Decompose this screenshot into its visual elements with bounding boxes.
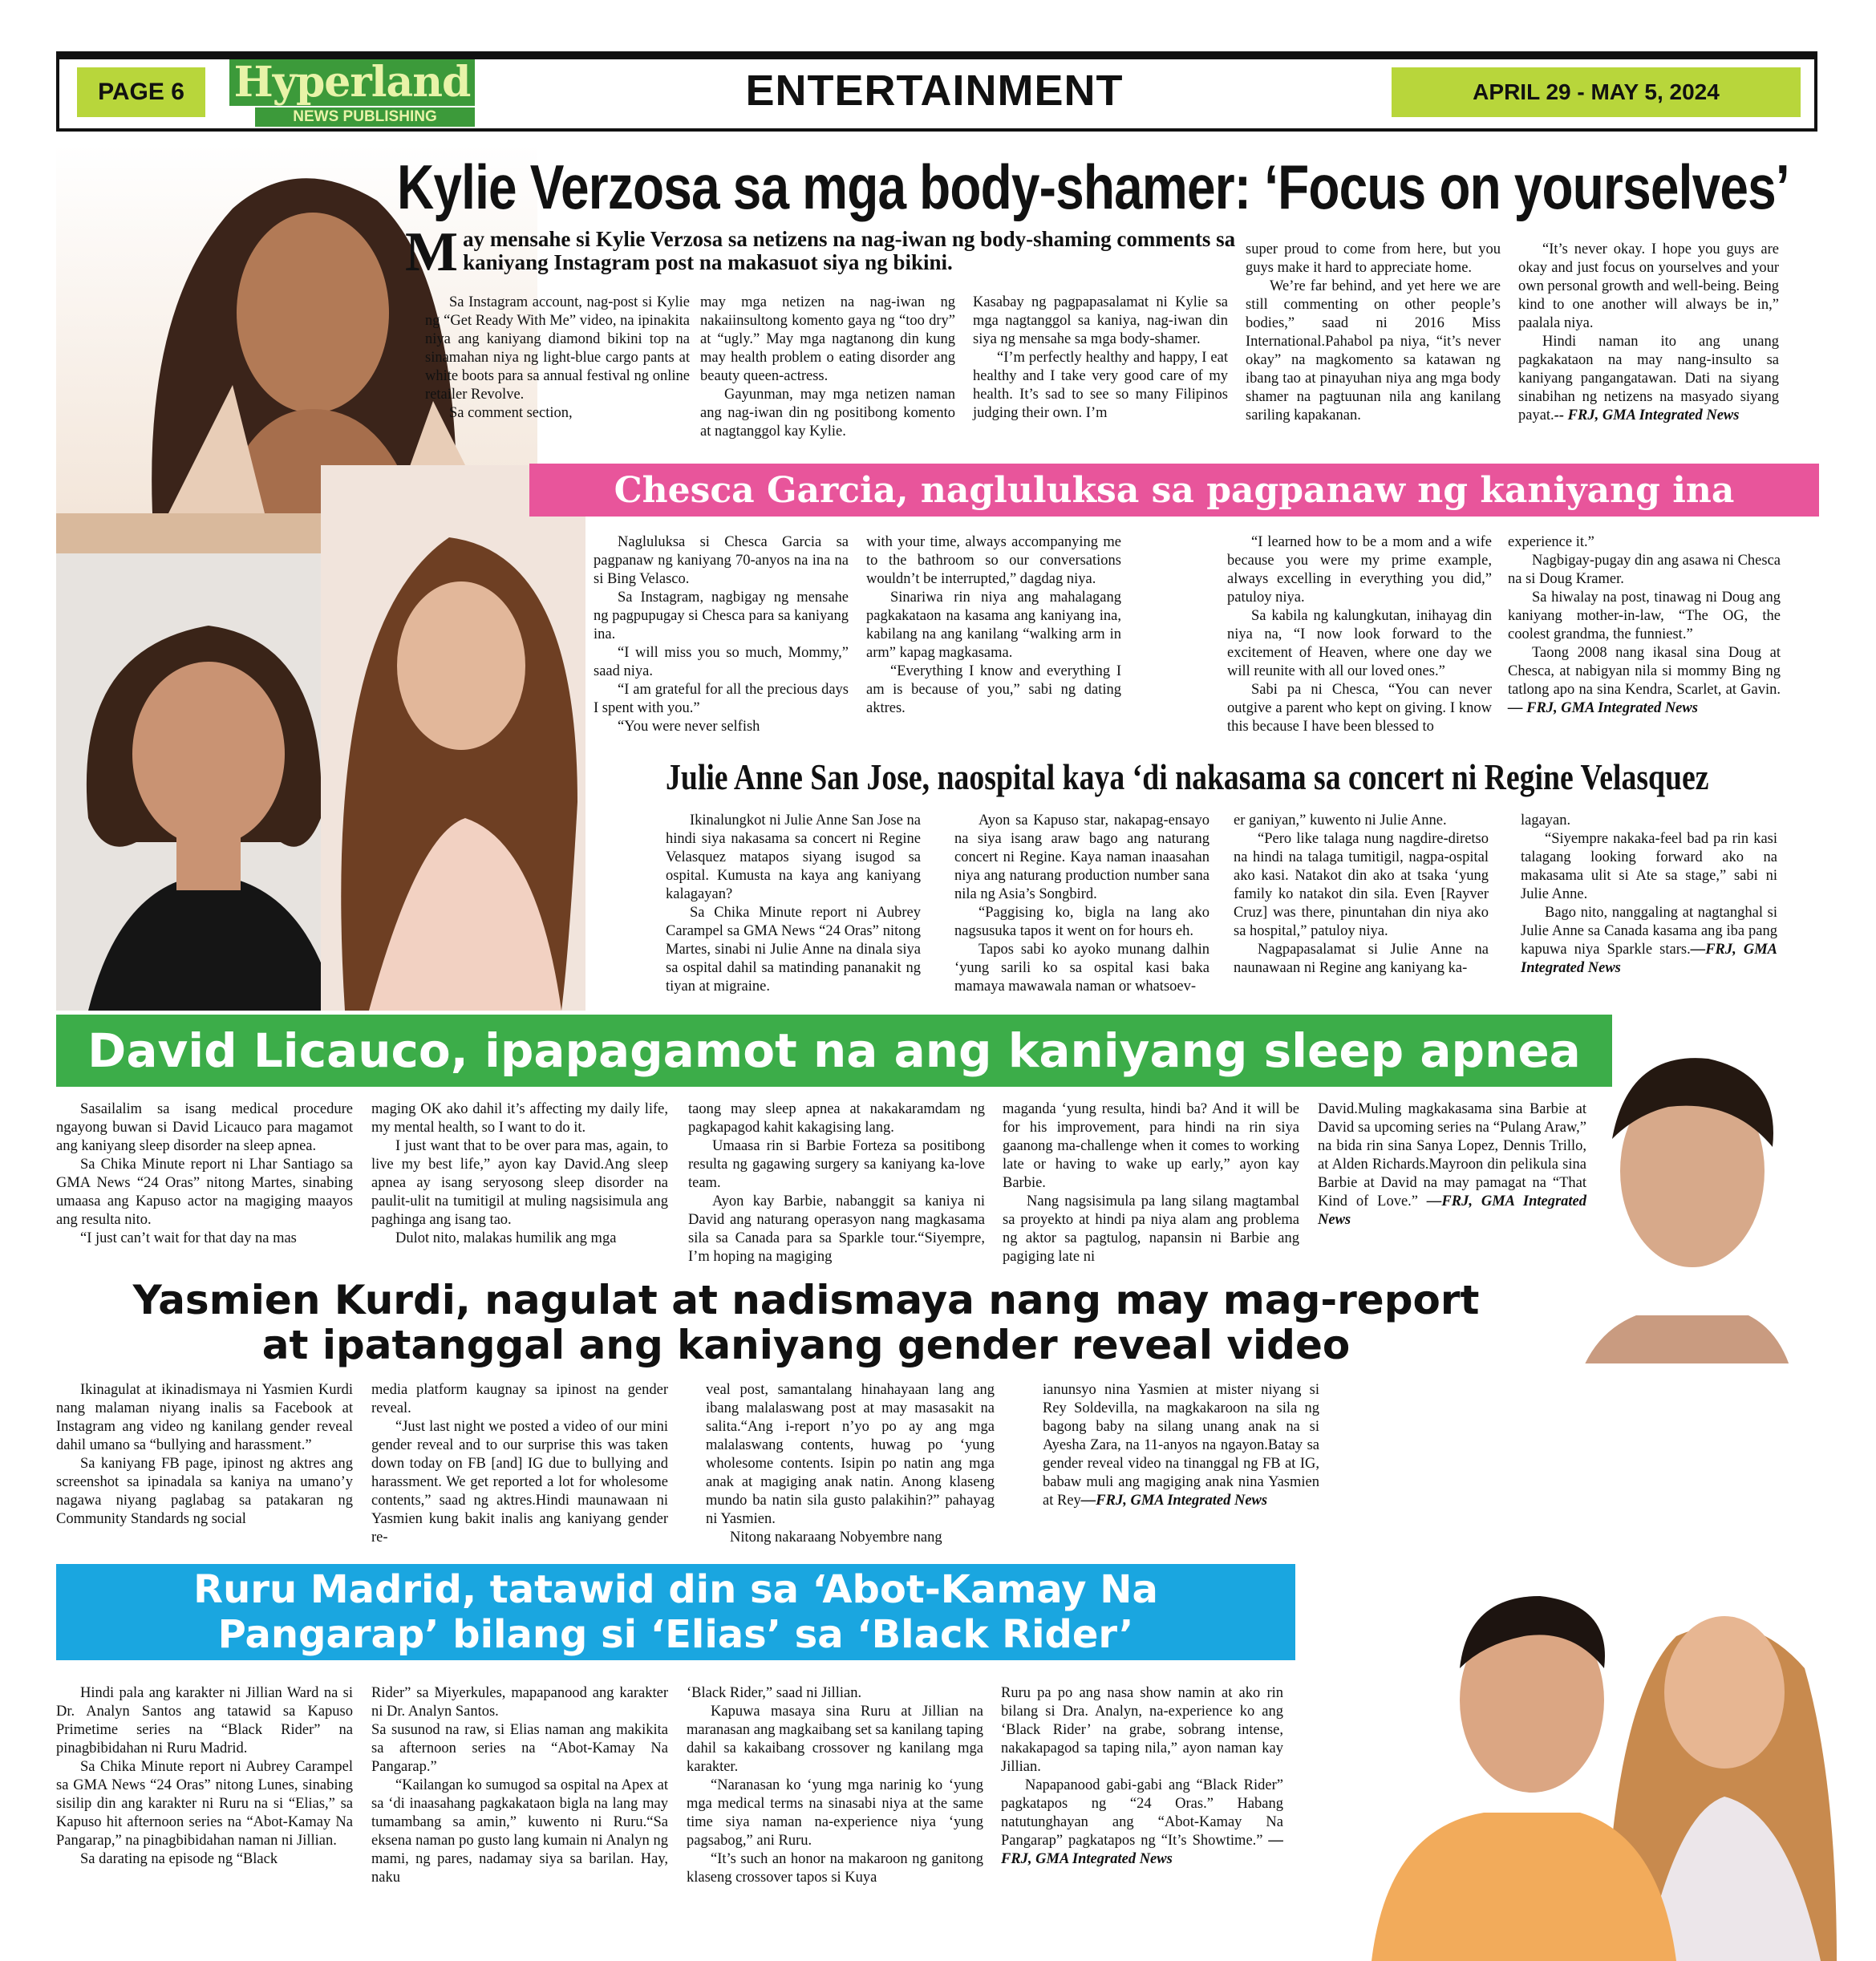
paragraph: “It’s never okay. I hope you guys are okay and just focus on yourselves and your own personal growth and well-being. Being kind to one another will always be in,” paalala niya. [1518,241,1779,331]
lead-kylie [405,221,1239,283]
paragraph: Sa Instagram, nagbigay ng mensahe ng pagpupugay si Chesca para sa kaniyang ina. [594,590,849,642]
paragraph: with your time, always accompanying me to the bathroom so our conversations wouldn’t be interrupted,” dagdag niya. [866,534,1121,587]
paragraph: veal post, samantalang hinahayaan lang ang ibang malalaswang post at may masasakit na salita.“Ang i-report n’yo po ay ang mga malalaswang contents, huwag po ‘yung wholesome contents. Isipin po natin ang mga anak at magiging anak natin. Anong klaseng mundo ba natin sila gusto palakihin?” pahayag ni Yasmien. [706,1382,995,1527]
paragraph: taong may sleep apnea at nakakaramdam ng pagkapagod kahit kakagising lang. [688,1101,985,1136]
julie-column-2 [954,812,1209,996]
paragraph: “It’s such an honor na makaroon ng ganitong klaseng crossover tapos si Kuya [687,1851,983,1886]
headline-ruru [56,1564,1295,1660]
david-column-4 [1003,1100,1299,1266]
paragraph: “Naranasan ko ‘yung mga narinig ko ‘yung mga medical terms na sinasabi niya at the same time siya naman na-experience niya ‘yung pagsabog,” ani Ruru. [687,1777,983,1849]
chesca-column-3 [1227,533,1492,736]
paragraph: Nagluluksa si Chesca Garcia sa pagpanaw ng kaniyang 70-anyos na ina na si Bing Velasco. [594,534,849,587]
byline: — FRJ, GMA Integrated News [1508,700,1698,716]
paragraph: Ayon sa Kapuso star, nakapag-ensayo na siya isang araw bago ang naturang concert ni Regine. Kaya naman inaasahan niya ang naturang production number sana nila ng Asia’s Songbird. [954,812,1209,902]
chesca-column-1 [594,533,849,736]
paragraph: “I just can’t wait for that day na mas [80,1230,297,1246]
byline: —FRJ, GMA Integrated News [1080,1493,1268,1509]
paragraph: maging OK ako dahil it’s affecting my daily life, my mental health, so I want to do it. [371,1101,668,1136]
paragraph: lagayan. [1521,812,1571,829]
paragraph: Nagbigay-pugay din ang asawa ni Chesca na si Doug Kramer. [1508,553,1781,587]
headline-kylie: Kylie Verzosa sa mga body-shamer: ‘Focus on yourselves’ [397,152,1789,222]
paragraph: er ganiyan,” kuwento ni Julie Anne. [1234,812,1447,829]
paragraph: media platform kaugnay sa ipinost na gender reveal. [371,1382,668,1416]
yasmien-column-2 [371,1381,668,1547]
paragraph: “Kailangan ko sumugod sa ospital na Apex at sa ‘di inaasahang pagkakataon bigla na lang may tumambang sa amin,” kuwento ni Ruru.“Sa eksena naman po gusto lang kumain ni Analyn ng mami, ng pares, nadamay siya sa barilan. Hay, naku [371,1777,668,1886]
paragraph: super proud to come from here, but you guys make it hard to appreciate home. [1246,241,1501,276]
kylie-column-5 [1518,241,1779,425]
logo-subtitle: NEWS PUBLISHING [255,107,475,127]
julie-column-4 [1521,812,1777,978]
yasmien-column-4: ianunsyo nina Yasmien at mister niyang si Rey Soldevilla, na magkakaroon na sila ng bagong baby na silang unang anak na si Ayesha Zara, na 11-anyos na ngayon.Batay sa gender reveal video na tinanggal ng FB at IG, babaw muli ang magiging anak nina Yasmien at Rey—FRJ, GMA Integrated News [1043,1382,1319,1509]
paragraph: may mga netizen na nag-iwan ng nakaiinsultong komento gaya ng “too dry” at “ugly.” May mga nagtanong din kung may health problem o eating disorder ang beauty queen-actress. [700,294,955,384]
paragraph: Napapanood gabi-gabi ang “Black Rider” pagkatapos ng “24 Oras.” Habang natutunghayan ang “Abot-Kamay Na Pangarap” pagkatapos ng “It’s Showtime.” —FRJ, GMA Integrated News [1001,1777,1284,1867]
paragraph: experience it.” [1508,534,1594,550]
paragraph: “I am grateful for all the precious days I spent with you.” [594,682,849,716]
paragraph: “Siyempre nakaka-feel bad pa rin kasi talagang looking forward ako na makasama ulit si Ate sa stage,” sabi ni Julie Anne. [1521,831,1777,902]
chesca-column-4 [1508,533,1781,718]
paragraph: We’re far behind, and yet here we are still commenting on other people’s bodies,” saad ni 2016 Miss International.Pahabol pa niya, “it’s never okay” na magkomento sa katawan ng ibang tao at pinayuhan niya ang mga body shamer na pagtuunan nila ang kanilang sariling kapakanan. [1246,278,1501,423]
kylie-column-4 [1246,241,1501,425]
headline-line-2: at ipatanggal ang kaniyang gender reveal video [261,1322,1351,1368]
lead-kylie-text: ay mensahe si Kylie Verzosa sa netizens na nag-iwan ng body-shaming comments sa kaniyang Instagram post na makasuot siya ng bikini. [463,227,1236,274]
paragraph: I just want that to be over para mas, again, to live my best life,” ayon kay David.Ang sleep apnea ay isang seryosong sleep disorder na paulit-ulit na tumitigil at muling nagsisimula ang paghinga ang isang tao. [371,1138,668,1228]
david-column-2 [371,1100,668,1248]
paragraph: “I’m perfectly healthy and happy, I eat healthy and I take very good care of my health. It’s sad to see so many Filipinos judging their own. I’m [973,350,1228,421]
headline-yasmien [56,1278,1556,1367]
ruru-column-4 [1001,1684,1283,1869]
paragraph: Sa comment section, [449,405,573,421]
paragraph: Sinariwa rin niya ang mahalagang pagkakataon na kasama ang kaniyang ina, kabilang na ang kanilang “walking arm in arm” kapag magkasama. [866,590,1121,661]
paragraph: Nitong nakaraang Nobyembre nang [730,1529,942,1546]
headline-line-2: Pangarap’ bilang si ‘Elias’ sa ‘Black Rider’ [217,1612,1134,1657]
paragraph: “I learned how to be a mom and a wife because you were my prime example, always excelling in everything you did,” patuloy niya. [1227,534,1492,606]
paragraph: “You were never selfish [618,719,760,735]
david-column-5: David.Muling magkakasama sina Barbie at David sa upcoming series na “Pulang Araw,” na bida rin sina Sanya Lopez, Dennis Trillo, at Alden Richards.Mayroon din pelikula sina Barbie at David na may pamagat na “That Kind of Love.” —FRJ, GMA Integrated News [1318,1101,1587,1228]
ruru-column-3 [687,1684,983,1887]
paragraph: Bago nito, nanggaling at nagtanghal si Julie Anne sa Canada kasama ang iba pang kapuwa niya Sparkle stars.—FRJ, GMA Integrated News [1521,905,1777,976]
paragraph: “Pero like talaga nung nagdire-diretso na hindi na talaga tumitigil, nagpa-ospital ako kasi. Natakot din ako at tsaka ‘yung family ko natakot din sila. Even [Rayver Cruz] was there, pinuntahan din niya ako sa hospital,” patuloy niya. [1234,831,1489,939]
photo-ruru-madrid-jillian-ward [1372,1363,1837,1961]
paragraph: Sa kaniyang FB page, ipinost ng aktres ang screenshot sa ipinadala sa kaniya na umano’y nagawa niyang paglabag sa patakaran ng Community Standards ng social [56,1456,353,1527]
byline: -- FRJ, GMA Integrated News [1554,407,1740,423]
paragraph: Tapos sabi ko ayoko munang dalhin ‘yung sarili ko sa ospital kasi baka mamaya mawawala naman or whatsoev- [954,942,1209,995]
issue-date: APRIL 29 - MAY 5, 2024 [1392,67,1801,117]
byline: —FRJ, GMA Integrated News [1318,1193,1587,1228]
paragraph: Sa darating na episode ng “Black [80,1851,278,1867]
paragraph: Nang nagsisimula pa lang silang magtambal sa proyekto at hindi pa niya alam ang problema ng aktor sa pagtulog, napansin ni Barbie ang pagiging late ni [1003,1193,1299,1265]
chesca-column-2 [866,533,1121,718]
julie-column-1 [666,812,921,996]
paragraph: Dulot nito, malakas humilik ang mga [395,1230,617,1246]
paragraph: Sa kabila ng kalungkutan, inihayag din niya na, “I now look forward to the excitement of Heaven, where one day we will reunite with all our loved ones.” [1227,608,1492,679]
paragraph: Kasabay ng pagpapasalamat ni Kylie sa mga nagtanggol sa kaniya, nag-iwan din siya ng mensahe sa mga body-shamer. [973,294,1228,347]
paragraph: Rider” sa Miyerkules, mapapanood ang karakter ni Dr. Analyn Santos. [371,1685,668,1720]
kylie-column-3 [973,294,1228,423]
logo-wordmark: Hyperland [229,59,475,106]
paragraph: “Just last night we posted a video of our mini gender reveal and to our surprise this was taken down today on FB [and] IG due to bullying and harassment. We get reported a lot for wholesome contents,” saad ng aktres.Hindi maunawaan ni Yasmien kung bakit inalis ang kaniyang gender re- [371,1419,668,1546]
paragraph: Nagpapasalamat si Julie Anne na naunawaan ni Regine ang kaniyang ka- [1234,942,1489,976]
headline-julie-anne: Julie Anne San Jose, naospital kaya ‘di nakasama sa concert ni Regine Velasquez [666,756,1709,797]
section-title: ENTERTAINMENT [745,67,1124,115]
paragraph: Sa Chika Minute report ni Aubrey Carampel sa GMA News “24 Oras” nitong Lunes, sinabing sisilip din ang karakter ni Ruru na si “Elias,” sa Kapuso hit afternoon series na “Abot-Kamay Na Pangarap,” na pinagbibidahan naman ni Jillian. [56,1759,353,1849]
paragraph: “Paggising ko, bigla na lang ako nagsusuka tapos it went on for hours eh. [954,905,1209,939]
byline: —FRJ, GMA Integrated News [1001,1833,1284,1867]
paragraph: Gayunman, may mga netizen naman ang nag-iwan din ng positibong komento at nagtanggol kay Kylie. [700,387,955,440]
ruru-column-1 [56,1684,353,1869]
paragraph: maganda ‘yung resulta, hindi ba? And it will be for his improvement, para hindi na rin siya gaanong ma-challenge when it comes to working late or having to wake up early,” ayon kay Barbie. [1003,1101,1299,1191]
paragraph: Hindi pala ang karakter ni Jillian Ward na si Dr. Analyn Santos ang tatawid sa Kapuso Primetime series na “Black Rider” na pinagbibidahan ni Ruru Madrid. [56,1685,353,1756]
paragraph: Ikinagulat at ikinadismaya ni Yasmien Kurdi nang malaman niyang inalis sa Facebook at Instagram ang video ng kanilang gender reveal dahil umano sa “bullying and harassment.” [56,1382,353,1453]
paragraph: Ruru pa po ang nasa show namin at ako rin bilang si Dra. Analyn, na-experience ko ang ‘Black Rider’ na grabe, sobrang intense, nakakapagod sa taping nila,” ayon naman kay Jillian. [1001,1685,1283,1775]
paragraph: Hindi naman ito ang unang pagkakataon na may nang-insulto sa kaniyang pangangatawan. Dati na siyang sinabihan ng netizens na masyado siyang payat.-- FRJ, GMA Integrated News [1518,334,1779,423]
paragraph: Sa Chika Minute report ni Lhar Santiago sa GMA News “24 Oras” nitong Martes, sinabing umaasa ang Kapuso actor na magiging maayos ang resulta nito. [56,1157,353,1228]
byline: —FRJ, GMA Integrated News [1521,942,1777,976]
paragraph: ‘Black Rider,” saad ni Jillian. [687,1685,862,1701]
publisher-logo [226,59,478,128]
paragraph: Sa Instagram account, nag-post si Kylie ng “Get Ready With Me” video, na ipinakita niya ang kaniyang diamond bikini top na sinamahan niya ng light-blue cargo pants at white boots para sa annual festival ng online retailer Revolve. [425,294,690,403]
ruru-column-2 [371,1684,668,1887]
page-number-tag: PAGE 6 [77,67,205,117]
paragraph: Kapuwa masaya sina Ruru at Jillian na maranasan ang magkaibang set sa kanilang taping dahil sa kakaibang crossover ng kanilang mga karakter. [687,1704,983,1775]
paragraph: Sa hiwalay na post, tinawag ni Doug ang kaniyang mother-in-law, “The OG, the coolest grandma, the funniest.” [1508,590,1781,642]
paragraph: Ikinalungkot ni Julie Anne San Jose na hindi siya nakasama sa concert ni Regine Velasquez matapos siyang isugod sa ospital. Kumusta na kaya ang kaniyang kalagayan? [666,812,921,902]
kylie-column-1 [425,294,690,423]
paragraph: Umaasa rin si Barbie Forteza sa positibong resulta ng gagawing surgery sa kaniyang ka-love team. [688,1138,985,1191]
headline-chesca: Chesca Garcia, nagluluksa sa pagpanaw ng kaniyang ina [529,464,1819,517]
headline-line-1: Ruru Madrid, tatawid din sa ‘Abot-Kamay Na [193,1567,1158,1612]
paragraph: Sa susunod na raw, si Elias naman ang makikita sa afternoon series na “Abot-Kamay Na Pangarap.” [371,1722,668,1775]
paragraph: Sa Chika Minute report ni Aubrey Carampel sa GMA News “24 Oras” nitong Martes, sinabi ni Julie Anne na dinala siya sa ospital dahil sa matinding pananakit ng tiyan at migraine. [666,905,921,995]
david-column-3 [688,1100,985,1266]
paragraph: Ayon kay Barbie, nabanggit sa kaniya ni David ang naturang operasyon nang magkasama sila sa Canada para sa Sparkle tour.“Siyempre, I’m hoping na magiging [688,1193,985,1265]
paragraph: “Everything I know and everything I am is because of you,” sabi ng dating aktres. [866,663,1121,716]
headline-david: David Licauco, ipapagamot na ang kaniyang sleep apnea [56,1015,1612,1087]
photo-julie-anne-san-jose [56,553,361,1011]
yasmien-column-3 [706,1381,995,1547]
david-column-1 [56,1100,353,1248]
photo-chesca-garcia [321,465,585,1011]
paragraph: “I will miss you so much, Mommy,” saad niya. [594,645,849,679]
julie-column-3 [1234,812,1489,978]
headline-line-1: Yasmien Kurdi, nagulat at nadismaya nang may mag-report [132,1277,1480,1323]
kylie-column-2 [700,294,955,441]
paragraph: Sabi pa ni Chesca, “You can never outgive a parent who kept on giving. I know this because I have been blessed to [1227,682,1492,735]
paragraph: Sasailalim sa isang medical procedure ngayong buwan si David Licauco para magamot ang kaniyang sleep disorder na sleep apnea. [56,1101,353,1154]
drop-cap: M [405,221,459,283]
yasmien-column-1 [56,1381,353,1529]
paragraph: Taong 2008 nang ikasal sina Doug at Chesca, at nabigyan nila si mommy Bing ng tatlong apo na sina Kendra, Scarlet, at Gavin. — FRJ, GMA Integrated News [1508,645,1781,716]
